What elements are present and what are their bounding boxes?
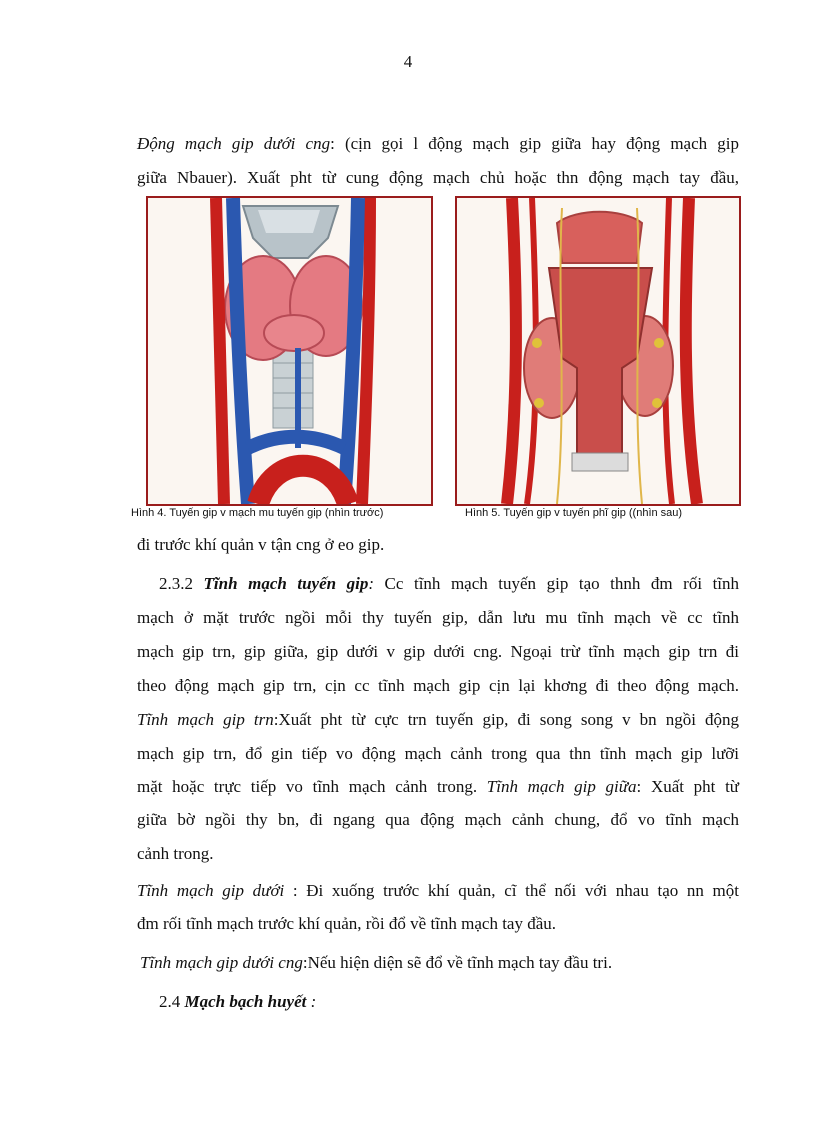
paragraph-3-line-5: cảnh trong. (137, 844, 214, 863)
heading-colon: : (368, 574, 375, 593)
paragraph-3-line-2: mạch gip trn, đổ gin tiếp vo động mạch cảnh trong qua thn tĩnh mạch gip lưỡi (137, 744, 739, 763)
term-lowest-thyroid-vein: Tĩnh mạch gip dưới cng (140, 953, 303, 972)
term-superior-thyroid-vein: Tĩnh mạch gip trn (137, 710, 274, 729)
term-inferior-thyroid-ima-artery: Động mạch gip dưới cng (137, 134, 331, 153)
text: mặt hoặc trực tiếp vo tĩnh mạch cảnh trong. (137, 777, 487, 796)
section-2-3-2-line-4: theo động mạch gip trn, cịn cc tĩnh mạch gip cịn lại khơng đi theo động mạch. (137, 676, 739, 695)
figure-5-caption: Hình 5. Tuyến gip v tuyến phĩ gip ((nhìn sau) (465, 507, 683, 519)
text: : Xuất pht từ (636, 777, 740, 796)
text: : Đi xuống trước khí quản, cĩ thể nối với nhau tạo nn một (284, 881, 739, 900)
thyroid-back-illustration (457, 198, 739, 504)
paragraph-1-line-2: giữa Nbauer). Xuất pht từ cung động mạch chủ hoặc thn động mạch tay đầu, (137, 168, 739, 187)
section-heading: Tĩnh mạch tuyến gip (203, 574, 369, 593)
section-heading: Mạch bạch huyết (184, 992, 307, 1011)
paragraph-1-continuation: đi trước khí quản v tận cng ở eo gip. (137, 535, 385, 554)
text: : (cịn gọi l động mạch gip giữa hay động mạch gip (330, 134, 740, 153)
term-middle-thyroid-vein: Tĩnh mạch gip giữa (486, 777, 637, 796)
section-number: 2.4 (159, 992, 181, 1011)
section-number: 2.3.2 (159, 574, 193, 593)
paragraph-4-line-1 (137, 881, 739, 901)
page-number: 4 (403, 52, 413, 71)
section-2-3-2-line-1 (159, 574, 739, 594)
term-inferior-thyroid-vein: Tĩnh mạch gip dưới (137, 881, 285, 900)
text: Cc tĩnh mạch tuyến gip tạo thnh đm rối tĩnh (374, 574, 740, 593)
figure-5-thyroid-back (455, 196, 741, 506)
text: :Xuất pht từ cực trn tuyến gip, đi song song v bn ngồi động (273, 710, 739, 729)
paragraph-4-line-2: đm rối tĩnh mạch trước khí quản, rồi đổ về tĩnh mạch tay đầu. (137, 914, 557, 933)
paragraph-3-line-3 (137, 777, 739, 797)
paragraph-3-line-4: giữa bờ ngồi thy bn, đi ngang qua động mạch cảnh chung, đổ vo tĩnh mạch (137, 810, 739, 829)
figure-4-caption: Hình 4. Tuyến gip v mạch mu tuyến gip (nhìn trước) (131, 507, 384, 519)
paragraph-5 (140, 953, 742, 973)
figure-4-thyroid-front (146, 196, 433, 506)
text: :Nếu hiện diện sẽ đổ về tĩnh mạch tay đầu tri. (302, 953, 613, 972)
section-2-3-2-line-2: mạch ở mặt trước ngồi mỗi thy tuyến gip, dẫn lưu mu tĩnh mạch về cc tĩnh (137, 608, 739, 627)
paragraph-3-line-1 (137, 710, 739, 730)
section-2-3-2-line-3: mạch gip trn, gip giữa, gip dưới v gip dưới cng. Ngoại trừ tĩnh mạch gip trn đi (137, 642, 739, 661)
thyroid-front-illustration (148, 198, 431, 504)
heading-colon: : (306, 992, 317, 1011)
paragraph-1-line-1 (137, 134, 739, 154)
section-2-4-heading (159, 992, 761, 1012)
